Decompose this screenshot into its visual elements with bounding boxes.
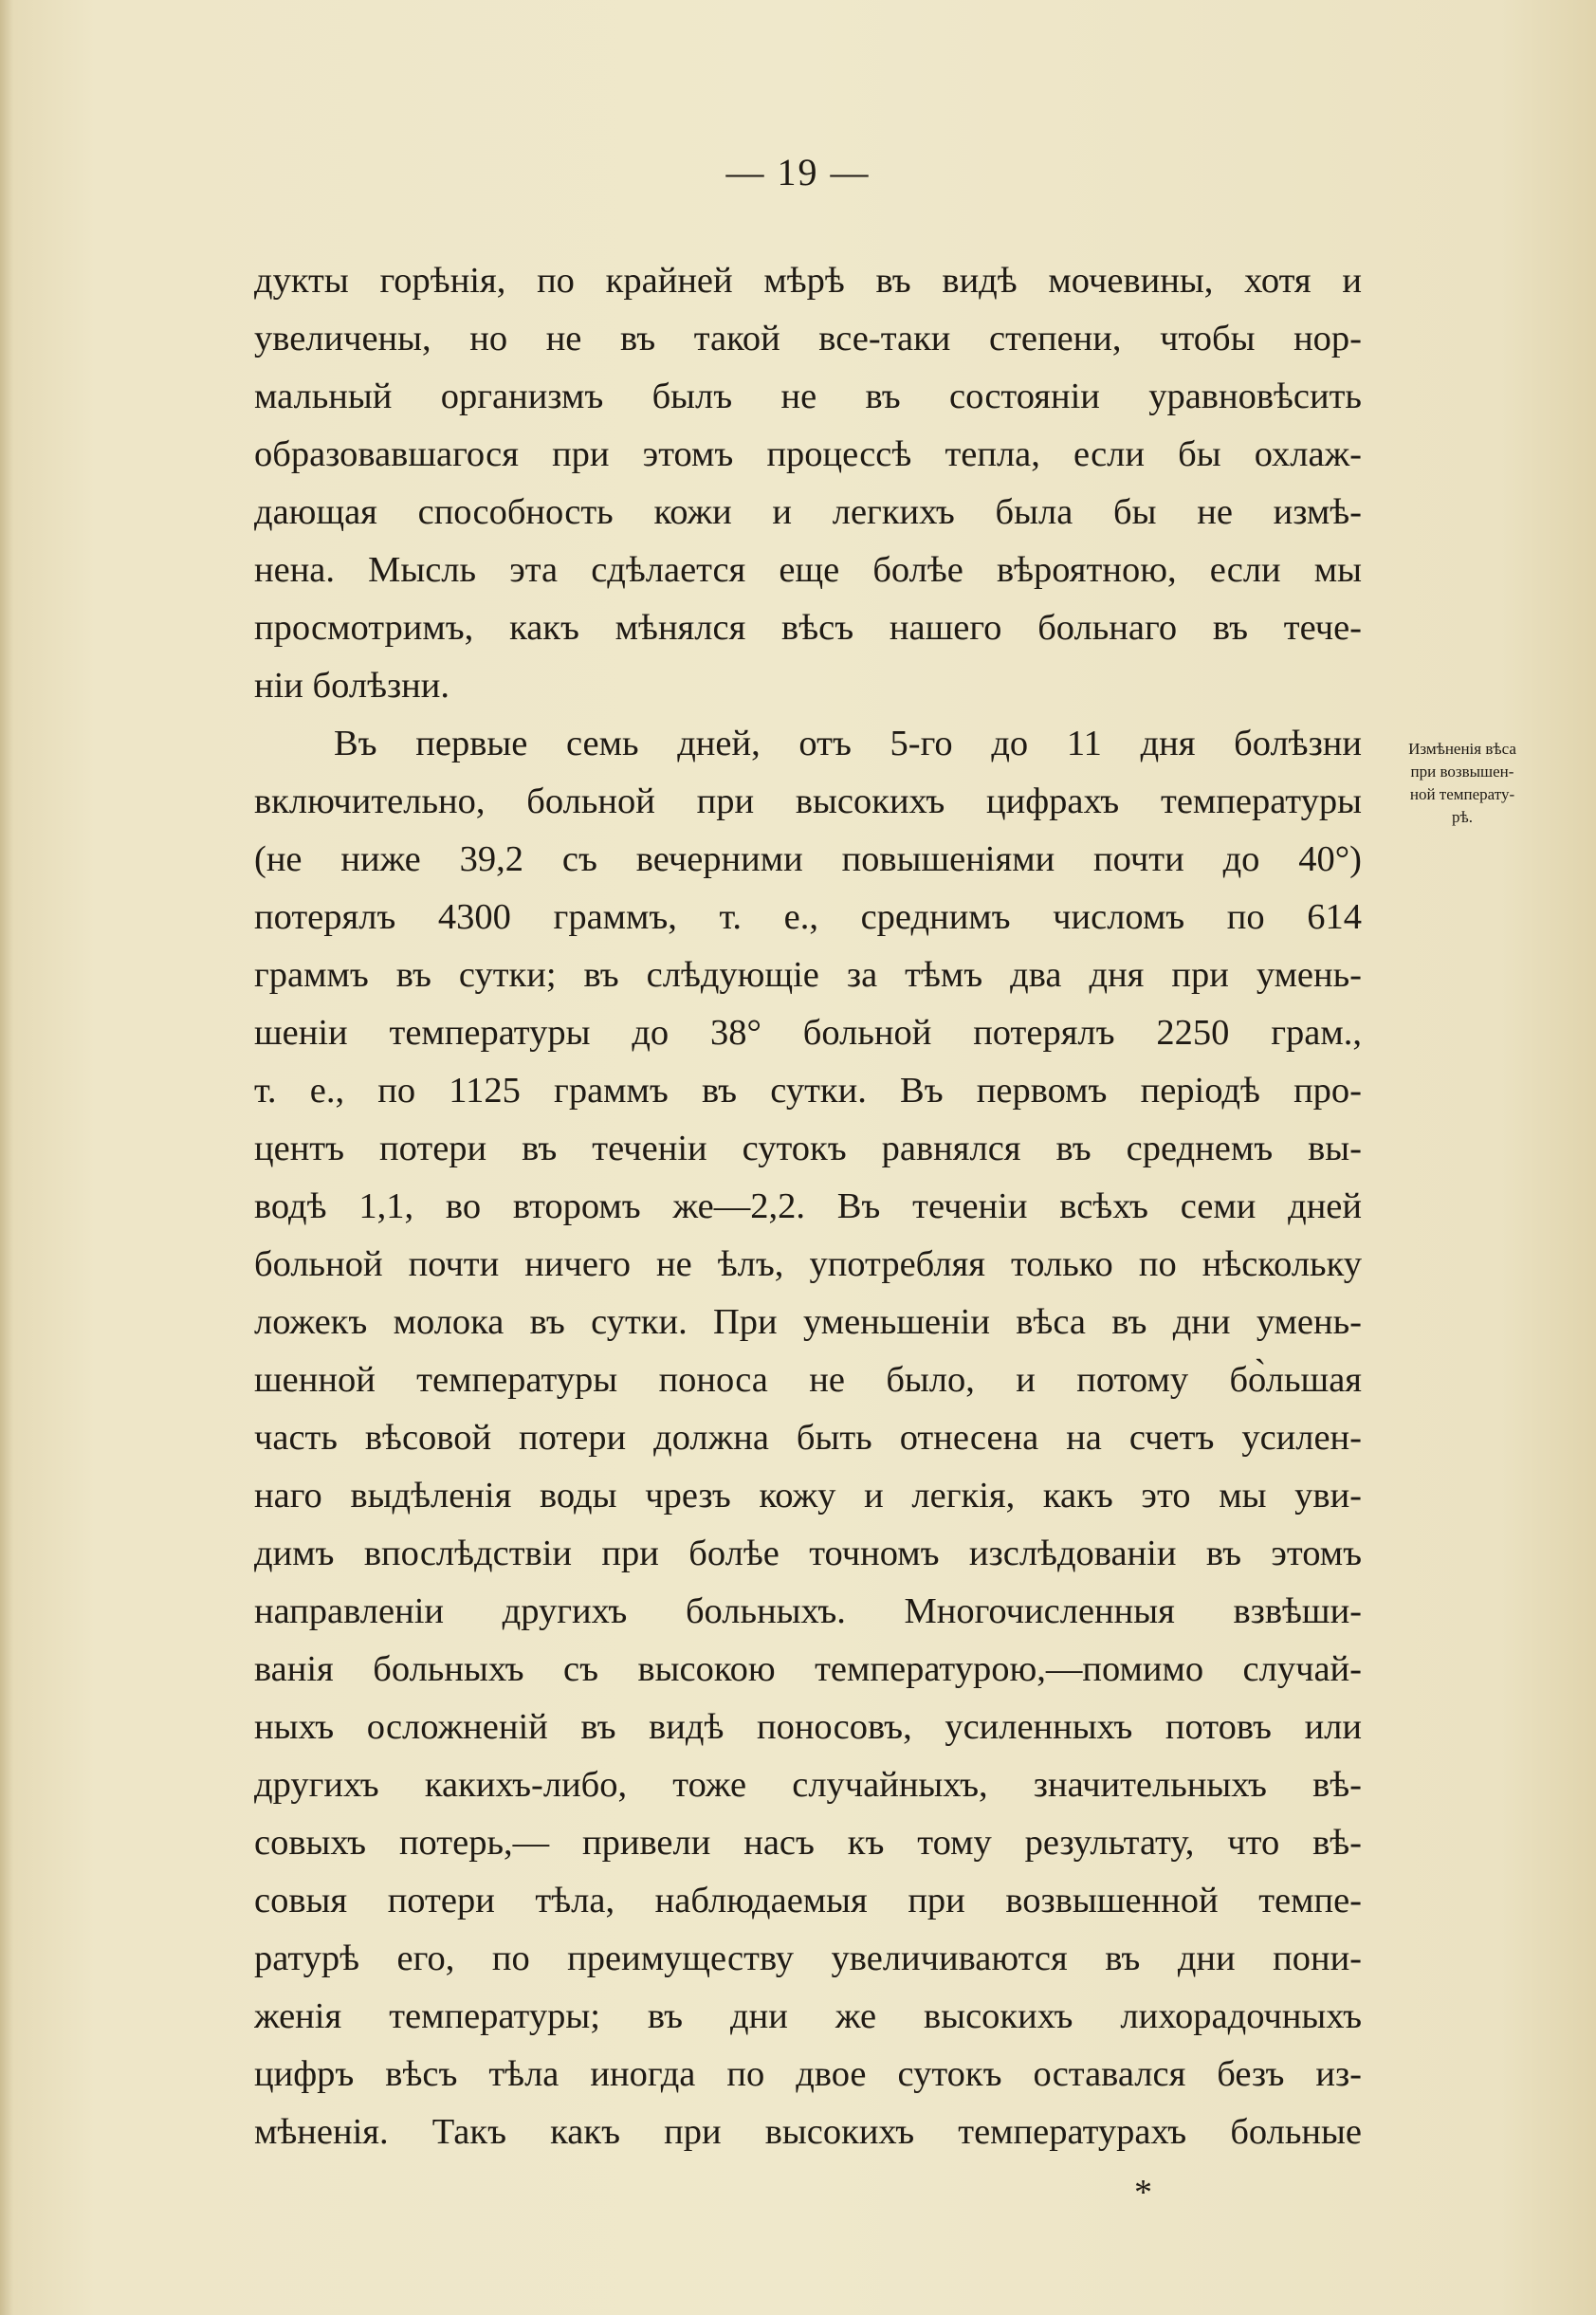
text-line: цифръ вѣсъ тѣла иногда по двое сутокъ оставался безъ из- [254,2054,1362,2094]
text-line: увеличены, но не въ такой все-таки степени, чтобы нор- [254,319,1362,358]
text-line: часть вѣсовой потери должна быть отнесена на счетъ усилен- [254,1418,1362,1458]
text-line: больной почти ничего не ѣлъ, употребляя только по нѣскольку [254,1244,1362,1284]
page-edge-shadow [0,0,13,2315]
text-line: дающая способность кожи и легкихъ была бы не измѣ- [254,492,1362,532]
margin-note-line: ной температу- [1409,785,1515,803]
text-line: женія температуры; въ дни же высокихъ лихорадочныхъ [254,1996,1362,2036]
text-line: другихъ какихъ-либо, тоже случайныхъ, значительныхъ вѣ- [254,1765,1362,1805]
text-line: (не ниже 39,2 съ вечерними повышеніями почти до 40°) [254,839,1362,879]
text-line: совыя потери тѣла, наблюдаемыя при возвышенной темпе- [254,1881,1362,1920]
text-line: потерялъ 4300 граммъ, т. е., среднимъ числомъ по 614 [254,897,1362,937]
page-number: — 19 — [725,151,871,193]
text-line: направленіи другихъ больныхъ. Многочисленныя взвѣши- [254,1591,1362,1631]
text-line: димъ впослѣдствіи при болѣе точномъ изслѣдованіи въ этомъ [254,1534,1362,1573]
text-line: образовавшагося при этомъ процессѣ тепла, если бы охлаж- [254,434,1362,474]
margin-note-line: при возвышен- [1410,762,1514,781]
paragraph-end-line: ніи болѣзни. [254,666,450,706]
text-line: шенной температуры поноса не было, и потому бо̀льшая [254,1360,1362,1400]
text-line: дукты горѣнія, по крайней мѣрѣ въ видѣ мочевины, хотя и [254,261,1362,301]
text-line: водѣ 1,1, во второмъ же—2,2. Въ теченіи всѣхъ семи дней [254,1186,1362,1226]
text-line: ратурѣ его, по преимуществу увеличиваются въ дни пони- [254,1938,1362,1978]
text-line: совыхъ потерь,— привели насъ къ тому результату, что вѣ- [254,1823,1362,1863]
text-line: шеніи температуры до 38° больной потерялъ 2250 грам., [254,1013,1362,1053]
text-line: просмотримъ, какъ мѣнялся вѣсъ нашего больнаго въ тече- [254,608,1362,648]
body-text [254,252,1362,2161]
text-line: включительно, больной при высокихъ цифрахъ температуры [254,781,1362,821]
text-line: мѣненія. Такъ какъ при высокихъ температурахъ больные [254,2112,1362,2152]
text-line: т. е., по 1125 граммъ въ сутки. Въ первомъ періодѣ про- [254,1071,1362,1111]
text-line: центъ потери въ теченіи сутокъ равнялся въ среднемъ вы- [254,1129,1362,1168]
text-line: ванія больныхъ съ высокою температурою,—помимо случай- [254,1649,1362,1689]
margin-note-line: Измѣненія вѣса [1408,740,1516,758]
text-line: нена. Мысль эта сдѣлается еще болѣе вѣроятною, если мы [254,550,1362,590]
text-line: граммъ въ сутки; въ слѣдующіе за тѣмъ два дня при умень- [254,955,1362,995]
text-line: наго выдѣленія воды чрезъ кожу и легкія, какъ это мы уви- [254,1476,1362,1516]
signature-mark: * [1134,2173,1152,2213]
text-line: ложекъ молока въ сутки. При уменьшеніи вѣса въ дни умень- [254,1302,1362,1342]
text-line: ныхъ осложненій въ видѣ поносовъ, усиленныхъ потовъ или [254,1707,1362,1747]
margin-note-line: рѣ. [1452,808,1473,826]
margin-note [1367,738,1557,829]
paragraph-start-line: Въ первые семь дней, отъ 5-го до 11 дня болѣзни [334,724,1362,763]
text-line: мальный организмъ былъ не въ состояніи уравновѣсить [254,377,1362,416]
